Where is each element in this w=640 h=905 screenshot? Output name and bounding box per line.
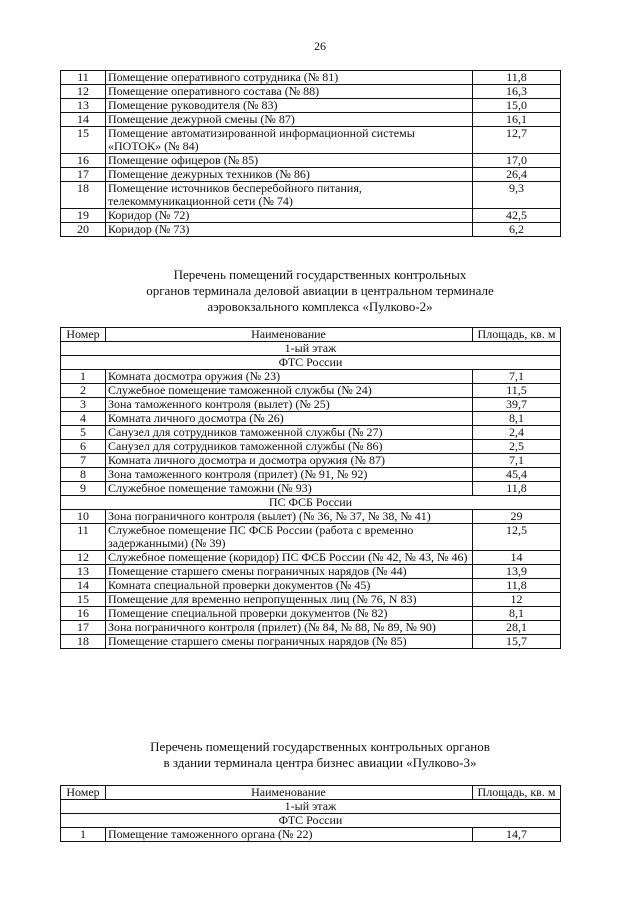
table-b-section2-body <box>61 510 561 649</box>
row-name: Комната специальной проверки документов (№ 45) <box>106 579 473 593</box>
table-row <box>61 440 561 454</box>
row-number: 17 <box>61 168 106 182</box>
row-number: 16 <box>61 607 106 621</box>
caption-line: Перечень помещений государственных контрольных органов <box>150 739 490 754</box>
row-name: Коридор (№ 73) <box>106 223 473 237</box>
table-row <box>61 384 561 398</box>
row-number: 13 <box>61 565 106 579</box>
table-row <box>61 510 561 524</box>
row-number: 11 <box>61 524 106 551</box>
header-num: Номер <box>61 328 106 342</box>
caption-pulkovo-2 <box>0 267 640 315</box>
section-row <box>61 814 561 828</box>
table-header-row <box>61 786 561 800</box>
row-area: 12,5 <box>473 524 561 551</box>
row-number: 10 <box>61 510 106 524</box>
table-b-section1-body <box>61 370 561 496</box>
caption-line: Перечень помещений государственных контрольных <box>173 267 467 282</box>
row-area: 16,1 <box>473 113 561 127</box>
row-number: 13 <box>61 99 106 113</box>
row-number: 1 <box>61 828 106 842</box>
row-name: Комната личного досмотра (№ 26) <box>106 412 473 426</box>
row-area: 11,5 <box>473 384 561 398</box>
row-name: Комната досмотра оружия (№ 23) <box>106 370 473 384</box>
row-number: 3 <box>61 398 106 412</box>
row-area: 14 <box>473 551 561 565</box>
row-area: 39,7 <box>473 398 561 412</box>
header-area: Площадь, кв. м <box>473 328 561 342</box>
caption-line: в здании терминала центра бизнес авиации «Пулково-3» <box>163 755 477 770</box>
row-area: 8,1 <box>473 412 561 426</box>
row-name: Помещение специальной проверки документов (№ 82) <box>106 607 473 621</box>
row-number: 9 <box>61 482 106 496</box>
row-name: Служебное помещение (коридор) ПС ФСБ России (№ 42, № 43, № 46) <box>106 551 473 565</box>
row-name: Помещение старшего смены пограничных нарядов (№ 44) <box>106 565 473 579</box>
table-row <box>61 99 561 113</box>
row-area: 12,7 <box>473 127 561 154</box>
table-row <box>61 482 561 496</box>
row-area: 28,1 <box>473 621 561 635</box>
table-row <box>61 85 561 99</box>
row-name: Помещение офицеров (№ 85) <box>106 154 473 168</box>
row-area: 15,7 <box>473 635 561 649</box>
caption-line: аэровокзального комплекса «Пулково-2» <box>207 299 433 314</box>
table-row <box>61 621 561 635</box>
row-name: Комната личного досмотра и досмотра оружия (№ 87) <box>106 454 473 468</box>
table-pulkovo-3 <box>60 785 561 842</box>
row-area: 2,5 <box>473 440 561 454</box>
header-name: Наименование <box>106 328 473 342</box>
row-number: 4 <box>61 412 106 426</box>
table-pulkovo-2 <box>60 327 561 649</box>
table-row <box>61 209 561 223</box>
floor-label: 1-ый этаж <box>61 342 561 356</box>
row-number: 20 <box>61 223 106 237</box>
row-number: 18 <box>61 635 106 649</box>
table-row <box>61 412 561 426</box>
row-area: 8,1 <box>473 607 561 621</box>
row-name: Помещение дежурных техников (№ 86) <box>106 168 473 182</box>
row-area: 11,8 <box>473 71 561 85</box>
row-number: 15 <box>61 127 106 154</box>
row-area: 13,9 <box>473 565 561 579</box>
row-name: Служебное помещение таможенной службы (№ 24) <box>106 384 473 398</box>
table-row <box>61 223 561 237</box>
caption-line: органов терминала деловой авиации в центральном терминале <box>146 283 494 298</box>
row-number: 12 <box>61 551 106 565</box>
table-row <box>61 182 561 209</box>
row-name: Зона таможенного контроля (вылет) (№ 25) <box>106 398 473 412</box>
header-area: Площадь, кв. м <box>473 786 561 800</box>
row-number: 2 <box>61 384 106 398</box>
row-number: 15 <box>61 593 106 607</box>
row-name: Помещение оперативного сотрудника (№ 81) <box>106 71 473 85</box>
table-row <box>61 524 561 551</box>
row-area: 17,0 <box>473 154 561 168</box>
row-area: 12 <box>473 593 561 607</box>
row-name: Коридор (№ 72) <box>106 209 473 223</box>
page-number: 26 <box>314 39 326 53</box>
table-row <box>61 426 561 440</box>
row-area: 9,3 <box>473 182 561 209</box>
header-num: Номер <box>61 786 106 800</box>
table-row <box>61 113 561 127</box>
table-c-section1-body <box>61 828 561 842</box>
row-name: Зона пограничного контроля (прилет) (№ 84, № 88, № 89, № 90) <box>106 621 473 635</box>
row-area: 7,1 <box>473 370 561 384</box>
row-name: Служебное помещение таможни (№ 93) <box>106 482 473 496</box>
table-row <box>61 468 561 482</box>
section-label: ПС ФСБ России <box>61 496 561 510</box>
row-number: 16 <box>61 154 106 168</box>
row-name: Помещение источников бесперебойного питания, телекоммуникационной сети (№ 74) <box>106 182 473 209</box>
table-row <box>61 593 561 607</box>
row-area: 2,4 <box>473 426 561 440</box>
row-number: 6 <box>61 440 106 454</box>
section-label: ФТС России <box>61 356 561 370</box>
table-a-body <box>61 71 561 237</box>
row-area: 6,2 <box>473 223 561 237</box>
table-row <box>61 71 561 85</box>
floor-row <box>61 800 561 814</box>
table-a <box>60 70 561 237</box>
table-row <box>61 565 561 579</box>
row-name: Помещение оперативного состава (№ 88) <box>106 85 473 99</box>
row-number: 1 <box>61 370 106 384</box>
floor-label: 1-ый этаж <box>61 800 561 814</box>
row-area: 14,7 <box>473 828 561 842</box>
row-name: Помещение руководителя (№ 83) <box>106 99 473 113</box>
row-name: Служебное помещение ПС ФСБ России (работа с временно задержанными) (№ 39) <box>106 524 473 551</box>
table-row <box>61 127 561 154</box>
section-row <box>61 496 561 510</box>
table-row <box>61 454 561 468</box>
row-area: 7,1 <box>473 454 561 468</box>
row-area: 29 <box>473 510 561 524</box>
row-number: 8 <box>61 468 106 482</box>
table-row <box>61 398 561 412</box>
row-area: 45,4 <box>473 468 561 482</box>
row-name: Помещение таможенного органа (№ 22) <box>106 828 473 842</box>
row-name: Зона пограничного контроля (вылет) (№ 36, № 37, № 38, № 41) <box>106 510 473 524</box>
row-name: Помещение для временно непропущенных лиц (№ 76, N 83) <box>106 593 473 607</box>
table-row <box>61 168 561 182</box>
row-area: 11,8 <box>473 482 561 496</box>
row-number: 11 <box>61 71 106 85</box>
header-name: Наименование <box>106 786 473 800</box>
table-row <box>61 635 561 649</box>
table-header-row <box>61 328 561 342</box>
row-name: Санузел для сотрудников таможенной службы (№ 27) <box>106 426 473 440</box>
row-area: 42,5 <box>473 209 561 223</box>
row-name: Помещение автоматизированной информационной системы «ПОТОК» (№ 84) <box>106 127 473 154</box>
row-area: 26,4 <box>473 168 561 182</box>
caption-pulkovo-3 <box>0 739 640 771</box>
row-number: 14 <box>61 579 106 593</box>
row-number: 17 <box>61 621 106 635</box>
row-name: Помещение старшего смены пограничных нарядов (№ 85) <box>106 635 473 649</box>
table-row <box>61 828 561 842</box>
section-label: ФТС России <box>61 814 561 828</box>
row-name: Зона таможенного контроля (прилет) (№ 91, № 92) <box>106 468 473 482</box>
row-name: Санузел для сотрудников таможенной службы (№ 86) <box>106 440 473 454</box>
floor-row <box>61 342 561 356</box>
row-area: 11,8 <box>473 579 561 593</box>
table-row <box>61 607 561 621</box>
table-row <box>61 579 561 593</box>
row-area: 15,0 <box>473 99 561 113</box>
row-number: 12 <box>61 85 106 99</box>
row-number: 7 <box>61 454 106 468</box>
row-number: 19 <box>61 209 106 223</box>
row-area: 16,3 <box>473 85 561 99</box>
table-row <box>61 154 561 168</box>
row-number: 5 <box>61 426 106 440</box>
section-row <box>61 356 561 370</box>
row-number: 18 <box>61 182 106 209</box>
row-number: 14 <box>61 113 106 127</box>
table-row <box>61 551 561 565</box>
row-name: Помещение дежурной смены (№ 87) <box>106 113 473 127</box>
table-row <box>61 370 561 384</box>
